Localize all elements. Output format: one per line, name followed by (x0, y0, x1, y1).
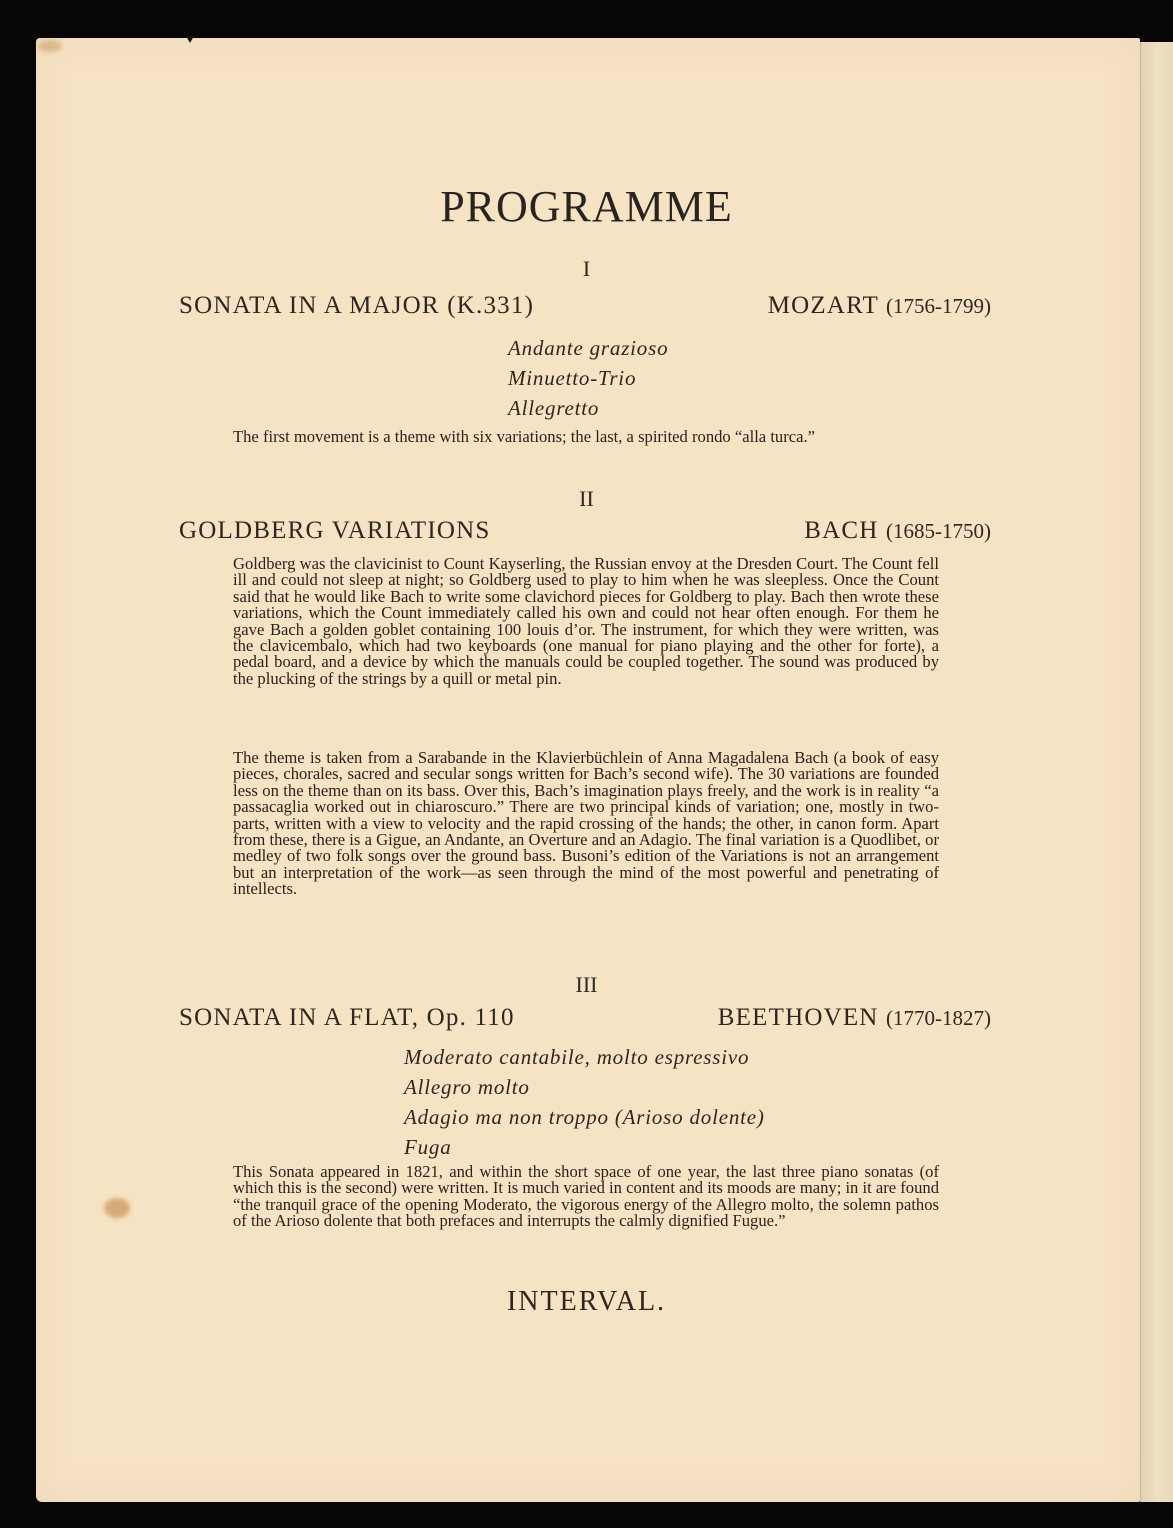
movement: Moderato cantabile, molto espressivo (404, 1045, 750, 1069)
composer-dates: (1685-1750) (886, 519, 991, 543)
movement: Fuga (404, 1135, 452, 1159)
composer-name: BEETHOVEN (717, 1004, 879, 1031)
programme-note: The theme is taken from a Sarabande in the Klavierbüchlein of Anna Magadalena Bach (a book of easy pieces, chorales, sacred and secular songs written for Bach’s second wife). The 30 variations are founded less on the theme than on its bass. Over this, Bach’s imagination plays freely, and the work is in reality “a passacaglia worked out in chiaroscuro.” There are two principal kinds of variation; one, mostly in two-parts, written with a view to velocity and the rapid crossing of the hands; the other, in canon form. Apart from these, there is a Gigue, an Andante, an Overture and an Adagio. The final variation is a Quodlibet, or medley of two folk songs over the ground bass. Busoni’s edition of the Variations is not an arrangement but an interpretation of the work—as seen through the mind of the most powerful and penetrating of intellects. (233, 748, 939, 899)
work-heading (179, 292, 991, 320)
programme-note: The first movement is a theme with six variations; the last, a spirited rondo “alla turca.” (233, 427, 815, 446)
composer (768, 292, 991, 320)
work-heading (179, 517, 991, 545)
movement: Allegretto (508, 396, 600, 420)
movement-list (404, 1042, 765, 1162)
work-title: GOLDBERG VARIATIONS (179, 517, 491, 544)
movement: Allegro molto (404, 1075, 530, 1099)
work-heading (179, 1004, 991, 1032)
movement: Adagio ma non troppo (Arioso dolente) (404, 1105, 765, 1129)
movement: Andante grazioso (508, 336, 669, 360)
composer (718, 1004, 991, 1032)
interval-heading: INTERVAL. (506, 1286, 667, 1317)
paper-stain (104, 1198, 130, 1218)
composer-name: MOZART (767, 292, 879, 319)
movement: Minuetto-Trio (508, 366, 637, 390)
section-numeral: I (582, 256, 591, 281)
section-numeral: III (575, 972, 598, 997)
paper-notch (186, 36, 194, 43)
work-title: SONATA IN A FLAT, Op. 110 (179, 1004, 515, 1031)
programme-note: This Sonata appeared in 1821, and within the short space of one year, the last three piano sonatas (of which this is the second) were written. It is much varied in content and its moods are many; in it are found “the tranquil grace of the opening Moderato, the vigorous energy of the Allegro molto, the solemn pathos of the Arioso dolente that both prefaces and interrupts the calmly dignified Fugue.” (233, 1162, 939, 1231)
composer-name: BACH (804, 517, 879, 544)
composer-dates: (1756-1799) (886, 294, 991, 318)
composer-dates: (1770-1827) (886, 1006, 991, 1030)
programme-note: Goldberg was the clavicinist to Count Kayserling, the Russian envoy at the Dresden Court. The Count fell ill and could not sleep at night; so Goldberg used to play to him when he was sleepless. Once the Count said that he would like Bach to write some clavichord pieces for Goldberg to play. Bach then wrote these variations, which the Count immediately called his own and could not hear often enough. For them he gave Bach a golden goblet containing 100 louis d’or. The instrument, for which they were written, was the clavicembalo, which had two keyboards (one manual for piano playing and the other for forte), a pedal board, and a device by which the manuals could be coupled together. The sound was produced by the plucking of the strings by a quill or metal pin. (233, 554, 939, 688)
movement-list (508, 333, 668, 423)
work-title: SONATA IN A MAJOR (K.331) (179, 292, 535, 319)
composer (804, 517, 991, 545)
page-title: PROGRAMME (440, 182, 733, 231)
section-numeral: II (579, 486, 594, 511)
paper-stain (38, 40, 62, 52)
